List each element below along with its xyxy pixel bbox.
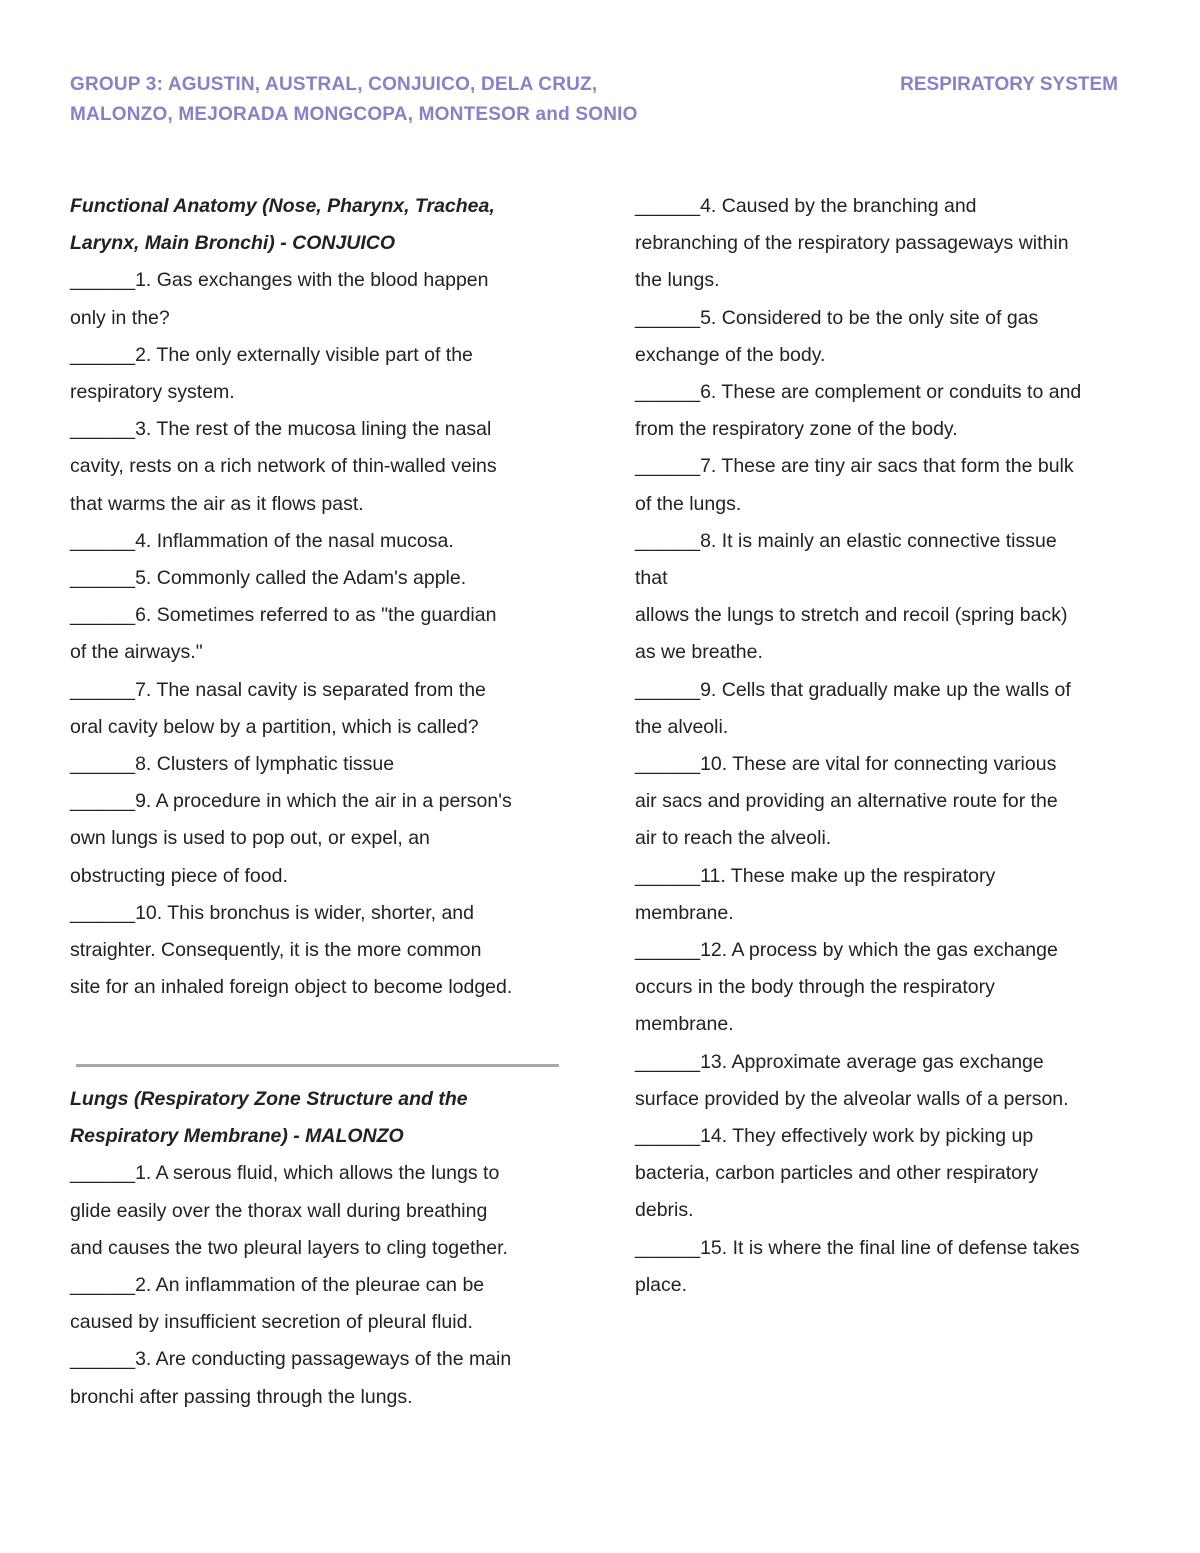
- question-text: caused by insufficient secretion of pleural fluid.: [70, 1311, 473, 1334]
- document-header: [70, 70, 1130, 130]
- question-text: from the respiratory zone of the body.: [635, 418, 958, 441]
- question-continuation: [70, 1230, 570, 1267]
- subject-title: RESPIRATORY SYSTEM: [900, 74, 1118, 95]
- right-column: [635, 188, 1135, 1304]
- question-text: that: [635, 567, 668, 590]
- question-continuation: [635, 1267, 1135, 1304]
- question-text: allows the lungs to stretch and recoil (spring back): [635, 604, 1068, 627]
- question-item: [70, 523, 570, 560]
- question-text: 6. Sometimes referred to as "the guardian: [135, 604, 497, 627]
- question-text: 9. Cells that gradually make up the walls of: [700, 678, 1071, 701]
- question-text: 13. Approximate average gas exchange: [700, 1050, 1044, 1073]
- answer-blank: ______: [635, 381, 701, 404]
- answer-blank: ______: [70, 901, 136, 924]
- question-item: [635, 523, 1135, 560]
- answer-blank: ______: [635, 1050, 701, 1073]
- answer-blank: ______: [70, 269, 136, 292]
- question-text: 1. Gas exchanges with the blood happen: [135, 269, 489, 292]
- question-text: that warms the air as it flows past.: [70, 492, 364, 515]
- answer-blank: ______: [635, 1236, 701, 1259]
- question-text: own lungs is used to pop out, or expel, an: [70, 827, 430, 850]
- answer-blank: ______: [70, 529, 136, 552]
- question-item: [635, 188, 1135, 225]
- group-members-line-2: MALONZO, MEJORADA MONGCOPA, MONTESOR and SONIO: [70, 104, 638, 125]
- answer-blank: ______: [635, 939, 701, 962]
- section2-questions: [70, 1155, 570, 1415]
- question-item: [635, 858, 1135, 895]
- question-text: exchange of the body.: [635, 343, 826, 366]
- question-text: 12. A process by which the gas exchange: [700, 939, 1058, 962]
- section1-questions: [70, 262, 570, 1006]
- question-item: [70, 672, 570, 709]
- question-text: and causes the two pleural layers to cling together.: [70, 1236, 508, 1259]
- section1-title-line-1: Functional Anatomy (Nose, Pharynx, Trachea,: [70, 195, 495, 217]
- question-continuation: [635, 486, 1135, 523]
- question-continuation: [70, 634, 570, 671]
- question-text: oral cavity below by a partition, which is called?: [70, 715, 479, 738]
- question-text: 9. A procedure in which the air in a person's: [135, 790, 512, 813]
- question-continuation: [635, 783, 1135, 820]
- question-text: 4. Caused by the branching and: [700, 195, 977, 217]
- answer-blank: ______: [70, 418, 136, 441]
- answer-blank: ______: [635, 529, 701, 552]
- question-continuation: [70, 709, 570, 746]
- question-item: [70, 337, 570, 374]
- question-text: 7. These are tiny air sacs that form the bulk: [700, 455, 1074, 478]
- answer-blank: ______: [70, 753, 136, 776]
- question-text: 2. The only externally visible part of the: [135, 343, 473, 366]
- question-continuation: [635, 1192, 1135, 1229]
- question-text: bronchi after passing through the lungs.: [70, 1385, 413, 1408]
- question-continuation: [70, 969, 570, 1006]
- question-text: glide easily over the thorax wall during breathing: [70, 1199, 488, 1222]
- question-item: [70, 1267, 570, 1304]
- question-text: the alveoli.: [635, 715, 729, 738]
- question-text: 11. These make up the respiratory: [700, 864, 996, 887]
- answer-blank: ______: [70, 790, 136, 813]
- question-item: [70, 411, 570, 448]
- question-item: [70, 783, 570, 820]
- answer-blank: ______: [70, 1348, 136, 1371]
- question-continuation: [635, 969, 1135, 1006]
- answer-blank: ______: [70, 678, 136, 701]
- question-item: [70, 746, 570, 783]
- question-continuation: [635, 820, 1135, 857]
- question-text: 2. An inflammation of the pleurae can be: [135, 1274, 485, 1297]
- question-continuation: [70, 300, 570, 337]
- answer-blank: ______: [70, 604, 136, 627]
- question-continuation: [70, 486, 570, 523]
- answer-blank: ______: [635, 678, 701, 701]
- question-item: [635, 672, 1135, 709]
- question-continuation: [70, 374, 570, 411]
- question-continuation: [635, 337, 1135, 374]
- question-continuation: [635, 709, 1135, 746]
- question-item: [70, 895, 570, 932]
- question-text: 8. It is mainly an elastic connective tissue: [700, 529, 1057, 552]
- question-text: air to reach the alveoli.: [635, 827, 832, 850]
- question-item: [70, 262, 570, 299]
- question-text: bacteria, carbon particles and other respiratory: [635, 1162, 1039, 1185]
- question-item: [70, 1155, 570, 1192]
- question-text: air sacs and providing an alternative route for the: [635, 790, 1058, 813]
- question-text: place.: [635, 1273, 688, 1296]
- answer-blank: ______: [635, 864, 701, 887]
- question-continuation: [70, 1379, 570, 1416]
- question-text: the lungs.: [635, 269, 720, 292]
- question-continuation: [635, 411, 1135, 448]
- question-item: [635, 746, 1135, 783]
- question-text: 5. Commonly called the Adam's apple.: [135, 567, 467, 590]
- question-text: obstructing piece of food.: [70, 864, 288, 887]
- answer-blank: ______: [635, 306, 701, 329]
- question-item: [70, 597, 570, 634]
- question-continuation: [635, 895, 1135, 932]
- question-text: debris.: [635, 1199, 694, 1222]
- answer-blank: ______: [70, 1274, 136, 1297]
- question-text: surface provided by the alveolar walls of a person.: [635, 1087, 1069, 1110]
- answer-blank: ______: [635, 195, 701, 217]
- question-text: as we breathe.: [635, 641, 763, 664]
- question-continuation: [70, 820, 570, 857]
- section2-title-line-1: Lungs (Respiratory Zone Structure and the: [70, 1088, 468, 1110]
- question-text: 7. The nasal cavity is separated from the: [135, 678, 486, 701]
- answer-blank: ______: [635, 455, 701, 478]
- question-continuation: [635, 262, 1135, 299]
- question-text: 10. This bronchus is wider, shorter, and: [135, 901, 474, 924]
- question-text: 14. They effectively work by picking up: [700, 1125, 1034, 1148]
- question-item: [70, 1341, 570, 1378]
- question-item: [635, 374, 1135, 411]
- section-divider: [76, 1064, 559, 1067]
- question-item: [635, 300, 1135, 337]
- question-text: of the airways.": [70, 641, 203, 664]
- left-column: [70, 188, 570, 1006]
- question-text: straighter. Consequently, it is the more common: [70, 939, 482, 962]
- question-continuation: [70, 1193, 570, 1230]
- question-text: membrane.: [635, 901, 734, 924]
- question-text: 3. Are conducting passageways of the main: [135, 1348, 512, 1371]
- question-text: 10. These are vital for connecting various: [700, 753, 1057, 776]
- question-text: of the lungs.: [635, 492, 742, 515]
- question-text: cavity, rests on a rich network of thin-walled veins: [70, 455, 497, 478]
- question-text: 5. Considered to be the only site of gas: [700, 306, 1039, 329]
- question-text: occurs in the body through the respiratory: [635, 976, 995, 999]
- question-continuation: [635, 225, 1135, 262]
- question-continuation: [70, 932, 570, 969]
- question-text: 15. It is where the final line of defense takes: [700, 1236, 1080, 1259]
- answer-blank: ______: [635, 753, 701, 776]
- answer-blank: ______: [70, 567, 136, 590]
- answer-blank: ______: [635, 1125, 701, 1148]
- question-item: [635, 932, 1135, 969]
- question-continuation: [635, 1155, 1135, 1192]
- section1-title-line-2: Larynx, Main Bronchi) - CONJUICO: [70, 232, 396, 255]
- question-text: 4. Inflammation of the nasal mucosa.: [135, 529, 454, 552]
- section2-title-line-2: Respiratory Membrane) - MALONZO: [70, 1125, 404, 1148]
- question-text: rebranching of the respiratory passageways within: [635, 232, 1069, 255]
- question-item: [635, 1230, 1135, 1267]
- question-item: [70, 560, 570, 597]
- question-text: respiratory system.: [70, 381, 235, 404]
- question-text: 8. Clusters of lymphatic tissue: [135, 753, 395, 776]
- group-members-line-1: GROUP 3: AGUSTIN, AUSTRAL, CONJUICO, DELA CRUZ,: [70, 74, 598, 95]
- question-text: only in the?: [70, 306, 170, 329]
- question-text: 6. These are complement or conduits to and: [700, 381, 1082, 404]
- question-continuation: [70, 858, 570, 895]
- answer-blank: ______: [70, 343, 136, 366]
- question-continuation: [635, 597, 1135, 634]
- question-text: membrane.: [635, 1013, 734, 1036]
- section2: [70, 1081, 570, 1416]
- question-continuation: [635, 1006, 1135, 1043]
- question-item: [635, 1044, 1135, 1081]
- question-item: [635, 448, 1135, 485]
- answer-blank: ______: [70, 1162, 136, 1185]
- question-continuation: [635, 634, 1135, 671]
- question-continuation: [635, 1081, 1135, 1118]
- question-continuation: [635, 560, 1135, 597]
- question-text: site for an inhaled foreign object to become lodged.: [70, 976, 513, 999]
- question-item: [635, 1118, 1135, 1155]
- question-continuation: [70, 1304, 570, 1341]
- right-column-questions: [635, 188, 1135, 1304]
- question-text: 1. A serous fluid, which allows the lungs to: [135, 1162, 500, 1185]
- question-text: 3. The rest of the mucosa lining the nasal: [135, 418, 492, 441]
- question-continuation: [70, 448, 570, 485]
